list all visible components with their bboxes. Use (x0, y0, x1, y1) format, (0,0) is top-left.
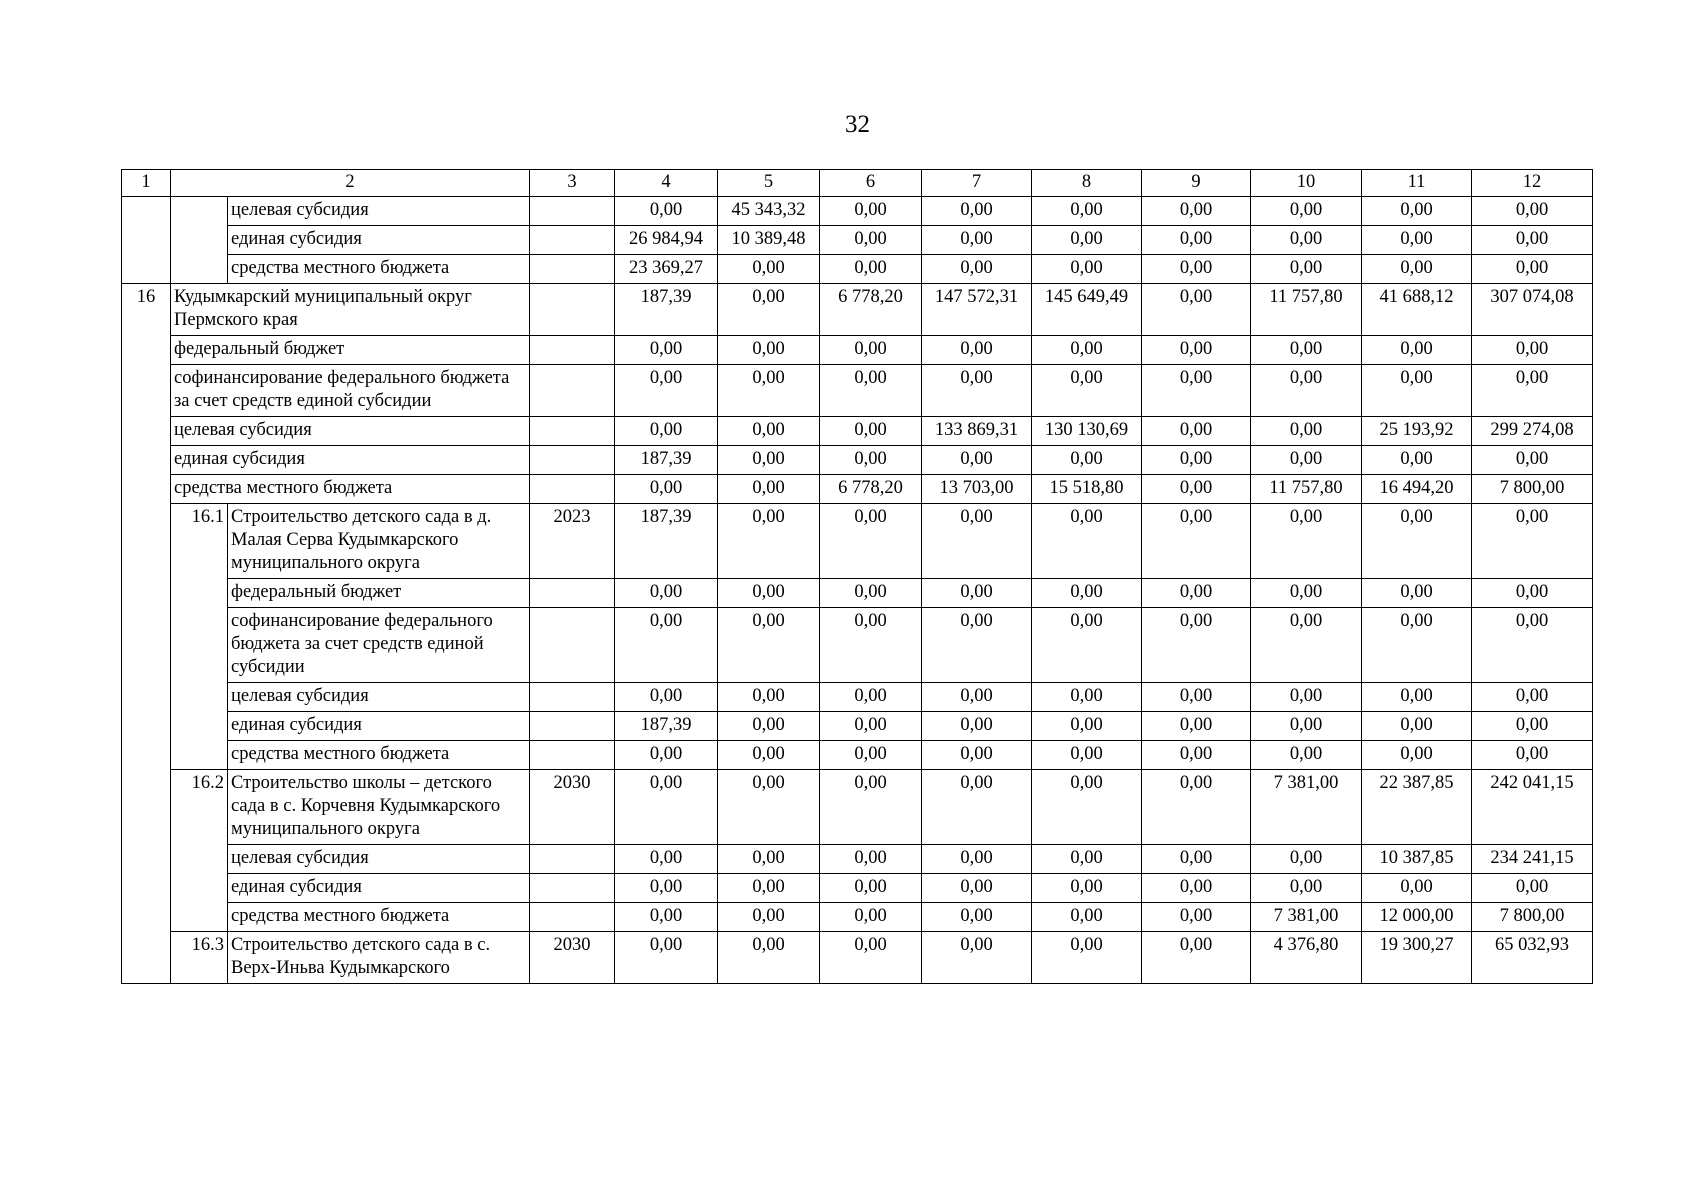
value-cell: 0,00 (820, 579, 922, 608)
subindex-cell (171, 197, 228, 284)
value-cell: 0,00 (1362, 683, 1472, 712)
value-cell: 0,00 (922, 932, 1032, 984)
value-cell: 0,00 (1362, 874, 1472, 903)
value-cell: 0,00 (1032, 903, 1142, 932)
value-cell: 12 000,00 (1362, 903, 1472, 932)
source-label: целевая субсидия (171, 417, 530, 446)
value-cell: 0,00 (718, 845, 820, 874)
value-cell: 0,00 (718, 903, 820, 932)
value-cell: 0,00 (1142, 741, 1251, 770)
value-cell: 0,00 (1142, 417, 1251, 446)
table-row (122, 712, 1593, 741)
value-cell: 11 757,80 (1251, 284, 1362, 336)
year-cell (530, 226, 615, 255)
value-cell: 0,00 (1032, 712, 1142, 741)
value-cell: 0,00 (615, 475, 718, 504)
value-cell: 0,00 (1362, 504, 1472, 579)
value-cell: 0,00 (820, 608, 922, 683)
column-header: 10 (1251, 170, 1362, 197)
value-cell: 0,00 (1032, 336, 1142, 365)
table-row (122, 255, 1593, 284)
value-cell: 187,39 (615, 284, 718, 336)
column-header: 7 (922, 170, 1032, 197)
value-cell: 133 869,31 (922, 417, 1032, 446)
value-cell: 0,00 (820, 770, 922, 845)
year-cell (530, 903, 615, 932)
value-cell: 0,00 (1472, 874, 1593, 903)
source-label: целевая субсидия (228, 197, 530, 226)
section-number: 16 (122, 284, 171, 984)
year-cell (530, 284, 615, 336)
value-cell: 0,00 (1142, 770, 1251, 845)
value-cell: 187,39 (615, 504, 718, 579)
value-cell: 0,00 (1142, 608, 1251, 683)
value-cell: 0,00 (1032, 226, 1142, 255)
value-cell: 0,00 (1032, 683, 1142, 712)
value-cell: 0,00 (1362, 608, 1472, 683)
value-cell: 0,00 (718, 336, 820, 365)
table-row (122, 683, 1593, 712)
year-cell: 2030 (530, 932, 615, 984)
value-cell: 0,00 (1142, 712, 1251, 741)
source-label: софинансирование федерального бюджета за счет средств единой субсидии (171, 365, 530, 417)
value-cell: 25 193,92 (1362, 417, 1472, 446)
value-cell: 0,00 (1251, 446, 1362, 475)
value-cell: 145 649,49 (1032, 284, 1142, 336)
source-label: единая субсидия (228, 712, 530, 741)
column-header: 9 (1142, 170, 1251, 197)
value-cell: 0,00 (1251, 712, 1362, 741)
value-cell: 23 369,27 (615, 255, 718, 284)
source-label: целевая субсидия (228, 683, 530, 712)
value-cell: 0,00 (1472, 683, 1593, 712)
value-cell: 6 778,20 (820, 284, 922, 336)
value-cell: 0,00 (1472, 579, 1593, 608)
budget-table (121, 169, 1593, 984)
year-cell (530, 741, 615, 770)
value-cell: 0,00 (820, 683, 922, 712)
value-cell: 0,00 (718, 683, 820, 712)
value-cell: 147 572,31 (922, 284, 1032, 336)
value-cell: 0,00 (820, 712, 922, 741)
value-cell: 0,00 (1032, 932, 1142, 984)
value-cell: 0,00 (1032, 255, 1142, 284)
value-cell: 0,00 (820, 197, 922, 226)
subsection-row (122, 770, 1593, 845)
table-row (122, 417, 1593, 446)
source-label: средства местного бюджета (171, 475, 530, 504)
value-cell: 0,00 (1362, 226, 1472, 255)
year-cell (530, 874, 615, 903)
value-cell: 0,00 (820, 845, 922, 874)
year-cell (530, 255, 615, 284)
value-cell: 7 800,00 (1472, 475, 1593, 504)
subsection-number: 16.3 (171, 932, 228, 984)
value-cell: 0,00 (1251, 874, 1362, 903)
value-cell: 0,00 (922, 365, 1032, 417)
year-cell (530, 683, 615, 712)
value-cell: 187,39 (615, 446, 718, 475)
value-cell: 0,00 (615, 932, 718, 984)
column-header: 5 (718, 170, 820, 197)
subsection-title: Строительство школы – детского сада в с. Корчевня Кудымкарского муниципального округа (228, 770, 530, 845)
value-cell: 16 494,20 (1362, 475, 1472, 504)
value-cell: 65 032,93 (1472, 932, 1593, 984)
value-cell: 0,00 (615, 579, 718, 608)
value-cell: 0,00 (1142, 903, 1251, 932)
source-label: софинансирование федерального бюджета за счет средств единой субсидии (228, 608, 530, 683)
table-row (122, 475, 1593, 504)
value-cell: 307 074,08 (1472, 284, 1593, 336)
value-cell: 11 757,80 (1251, 475, 1362, 504)
column-header: 6 (820, 170, 922, 197)
value-cell: 234 241,15 (1472, 845, 1593, 874)
value-cell: 0,00 (1472, 608, 1593, 683)
year-cell: 2023 (530, 504, 615, 579)
value-cell: 0,00 (718, 255, 820, 284)
source-label: целевая субсидия (228, 845, 530, 874)
value-cell: 0,00 (1472, 446, 1593, 475)
column-header: 11 (1362, 170, 1472, 197)
value-cell: 13 703,00 (922, 475, 1032, 504)
value-cell: 0,00 (1472, 197, 1593, 226)
value-cell: 0,00 (1032, 197, 1142, 226)
value-cell: 19 300,27 (1362, 932, 1472, 984)
value-cell: 0,00 (1142, 874, 1251, 903)
value-cell: 0,00 (615, 365, 718, 417)
value-cell: 0,00 (1362, 446, 1472, 475)
year-cell (530, 446, 615, 475)
subsection-number: 16.1 (171, 504, 228, 770)
value-cell: 4 376,80 (1251, 932, 1362, 984)
value-cell: 0,00 (1142, 475, 1251, 504)
column-header: 12 (1472, 170, 1593, 197)
value-cell: 0,00 (718, 741, 820, 770)
subsection-title: Строительство детского сада в с. Верх-Иньва Кудымкарского (228, 932, 530, 984)
value-cell: 0,00 (1032, 504, 1142, 579)
value-cell: 0,00 (1142, 683, 1251, 712)
value-cell: 0,00 (1472, 255, 1593, 284)
source-label: средства местного бюджета (228, 903, 530, 932)
value-cell: 0,00 (1251, 365, 1362, 417)
value-cell: 0,00 (1251, 741, 1362, 770)
value-cell: 0,00 (922, 845, 1032, 874)
value-cell: 0,00 (922, 683, 1032, 712)
value-cell: 22 387,85 (1362, 770, 1472, 845)
value-cell: 0,00 (1142, 504, 1251, 579)
value-cell: 130 130,69 (1032, 417, 1142, 446)
value-cell: 0,00 (820, 255, 922, 284)
value-cell: 41 688,12 (1362, 284, 1472, 336)
value-cell: 0,00 (1142, 255, 1251, 284)
value-cell: 0,00 (922, 712, 1032, 741)
value-cell: 10 389,48 (718, 226, 820, 255)
value-cell: 0,00 (718, 932, 820, 984)
value-cell: 0,00 (922, 226, 1032, 255)
value-cell: 0,00 (1251, 683, 1362, 712)
value-cell: 0,00 (922, 903, 1032, 932)
subsection-row (122, 932, 1593, 984)
value-cell: 0,00 (922, 336, 1032, 365)
table-row (122, 226, 1593, 255)
table-row (122, 845, 1593, 874)
value-cell: 0,00 (615, 197, 718, 226)
column-header: 4 (615, 170, 718, 197)
value-cell: 0,00 (718, 504, 820, 579)
value-cell: 0,00 (1142, 197, 1251, 226)
value-cell: 0,00 (615, 608, 718, 683)
year-cell (530, 365, 615, 417)
value-cell: 0,00 (615, 845, 718, 874)
year-cell (530, 417, 615, 446)
value-cell: 0,00 (1362, 741, 1472, 770)
value-cell: 0,00 (1472, 226, 1593, 255)
value-cell: 0,00 (922, 255, 1032, 284)
value-cell: 0,00 (1251, 226, 1362, 255)
value-cell: 0,00 (615, 741, 718, 770)
table-row (122, 741, 1593, 770)
table-row (122, 903, 1593, 932)
value-cell: 0,00 (1032, 741, 1142, 770)
table-row (122, 446, 1593, 475)
value-cell: 0,00 (1142, 336, 1251, 365)
value-cell: 0,00 (615, 903, 718, 932)
value-cell: 0,00 (718, 770, 820, 845)
source-label: федеральный бюджет (171, 336, 530, 365)
year-cell (530, 475, 615, 504)
value-cell: 0,00 (1362, 336, 1472, 365)
value-cell: 0,00 (820, 903, 922, 932)
source-label: единая субсидия (228, 226, 530, 255)
source-label: федеральный бюджет (228, 579, 530, 608)
subsection-title: Строительство детского сада в д. Малая Серва Кудымкарского муниципального округа (228, 504, 530, 579)
value-cell: 0,00 (1032, 446, 1142, 475)
year-cell: 2030 (530, 770, 615, 845)
value-cell: 0,00 (1472, 741, 1593, 770)
value-cell: 0,00 (1032, 770, 1142, 845)
value-cell: 0,00 (1142, 446, 1251, 475)
column-header: 3 (530, 170, 615, 197)
value-cell: 0,00 (820, 417, 922, 446)
value-cell: 0,00 (1032, 608, 1142, 683)
section-title: Кудымкарский муниципальный округ Пермского края (171, 284, 530, 336)
value-cell: 6 778,20 (820, 475, 922, 504)
value-cell: 0,00 (820, 504, 922, 579)
value-cell: 0,00 (1472, 365, 1593, 417)
value-cell: 10 387,85 (1362, 845, 1472, 874)
value-cell: 0,00 (922, 446, 1032, 475)
column-header: 2 (171, 170, 530, 197)
value-cell: 0,00 (922, 608, 1032, 683)
value-cell: 0,00 (820, 446, 922, 475)
source-label: средства местного бюджета (228, 255, 530, 284)
year-cell (530, 336, 615, 365)
value-cell: 0,00 (922, 741, 1032, 770)
value-cell: 0,00 (718, 712, 820, 741)
value-cell: 0,00 (1362, 255, 1472, 284)
value-cell: 7 381,00 (1251, 903, 1362, 932)
value-cell: 0,00 (1032, 365, 1142, 417)
source-label: единая субсидия (228, 874, 530, 903)
value-cell: 45 343,32 (718, 197, 820, 226)
value-cell: 0,00 (1251, 504, 1362, 579)
value-cell: 0,00 (718, 475, 820, 504)
table-row (122, 336, 1593, 365)
value-cell: 0,00 (1472, 336, 1593, 365)
value-cell: 0,00 (1142, 226, 1251, 255)
value-cell: 0,00 (922, 874, 1032, 903)
value-cell: 0,00 (1362, 197, 1472, 226)
value-cell: 0,00 (820, 226, 922, 255)
index-cell (122, 197, 171, 284)
value-cell: 0,00 (820, 336, 922, 365)
page-number: 32 (845, 111, 870, 138)
value-cell: 0,00 (820, 741, 922, 770)
table-row (122, 874, 1593, 903)
value-cell: 0,00 (1032, 874, 1142, 903)
table-row (122, 579, 1593, 608)
value-cell: 0,00 (1251, 197, 1362, 226)
value-cell: 187,39 (615, 712, 718, 741)
value-cell: 0,00 (1251, 845, 1362, 874)
value-cell: 0,00 (718, 579, 820, 608)
value-cell: 0,00 (922, 579, 1032, 608)
value-cell: 0,00 (820, 874, 922, 903)
value-cell: 242 041,15 (1472, 770, 1593, 845)
year-cell (530, 197, 615, 226)
value-cell: 0,00 (1362, 712, 1472, 741)
value-cell: 0,00 (1142, 579, 1251, 608)
value-cell: 0,00 (1251, 417, 1362, 446)
column-header: 8 (1032, 170, 1142, 197)
source-label: средства местного бюджета (228, 741, 530, 770)
value-cell: 0,00 (718, 446, 820, 475)
value-cell: 7 800,00 (1472, 903, 1593, 932)
value-cell: 15 518,80 (1032, 475, 1142, 504)
value-cell: 0,00 (1251, 336, 1362, 365)
value-cell: 0,00 (1251, 255, 1362, 284)
value-cell: 0,00 (1362, 365, 1472, 417)
value-cell: 0,00 (1142, 932, 1251, 984)
value-cell: 0,00 (615, 336, 718, 365)
value-cell: 0,00 (922, 197, 1032, 226)
value-cell: 0,00 (1472, 712, 1593, 741)
value-cell: 0,00 (718, 284, 820, 336)
value-cell: 0,00 (1142, 845, 1251, 874)
subsection-number: 16.2 (171, 770, 228, 932)
year-cell (530, 712, 615, 741)
value-cell: 0,00 (615, 417, 718, 446)
year-cell (530, 608, 615, 683)
value-cell: 0,00 (820, 365, 922, 417)
column-header: 1 (122, 170, 171, 197)
value-cell: 26 984,94 (615, 226, 718, 255)
value-cell: 0,00 (718, 365, 820, 417)
subsection-row (122, 504, 1593, 579)
value-cell: 0,00 (922, 770, 1032, 845)
value-cell: 0,00 (615, 874, 718, 903)
value-cell: 0,00 (1142, 284, 1251, 336)
value-cell: 0,00 (1032, 579, 1142, 608)
value-cell: 0,00 (820, 932, 922, 984)
value-cell: 0,00 (1251, 579, 1362, 608)
header-row (122, 170, 1593, 197)
value-cell: 299 274,08 (1472, 417, 1593, 446)
year-cell (530, 845, 615, 874)
table-row (122, 365, 1593, 417)
value-cell: 0,00 (615, 770, 718, 845)
value-cell: 0,00 (1251, 608, 1362, 683)
value-cell: 7 381,00 (1251, 770, 1362, 845)
table-row (122, 197, 1593, 226)
value-cell: 0,00 (718, 874, 820, 903)
value-cell: 0,00 (718, 417, 820, 446)
value-cell: 0,00 (1362, 579, 1472, 608)
value-cell: 0,00 (1472, 504, 1593, 579)
table-row (122, 608, 1593, 683)
value-cell: 0,00 (615, 683, 718, 712)
section-row (122, 284, 1593, 336)
year-cell (530, 579, 615, 608)
value-cell: 0,00 (922, 504, 1032, 579)
value-cell: 0,00 (1142, 365, 1251, 417)
value-cell: 0,00 (718, 608, 820, 683)
source-label: единая субсидия (171, 446, 530, 475)
value-cell: 0,00 (1032, 845, 1142, 874)
